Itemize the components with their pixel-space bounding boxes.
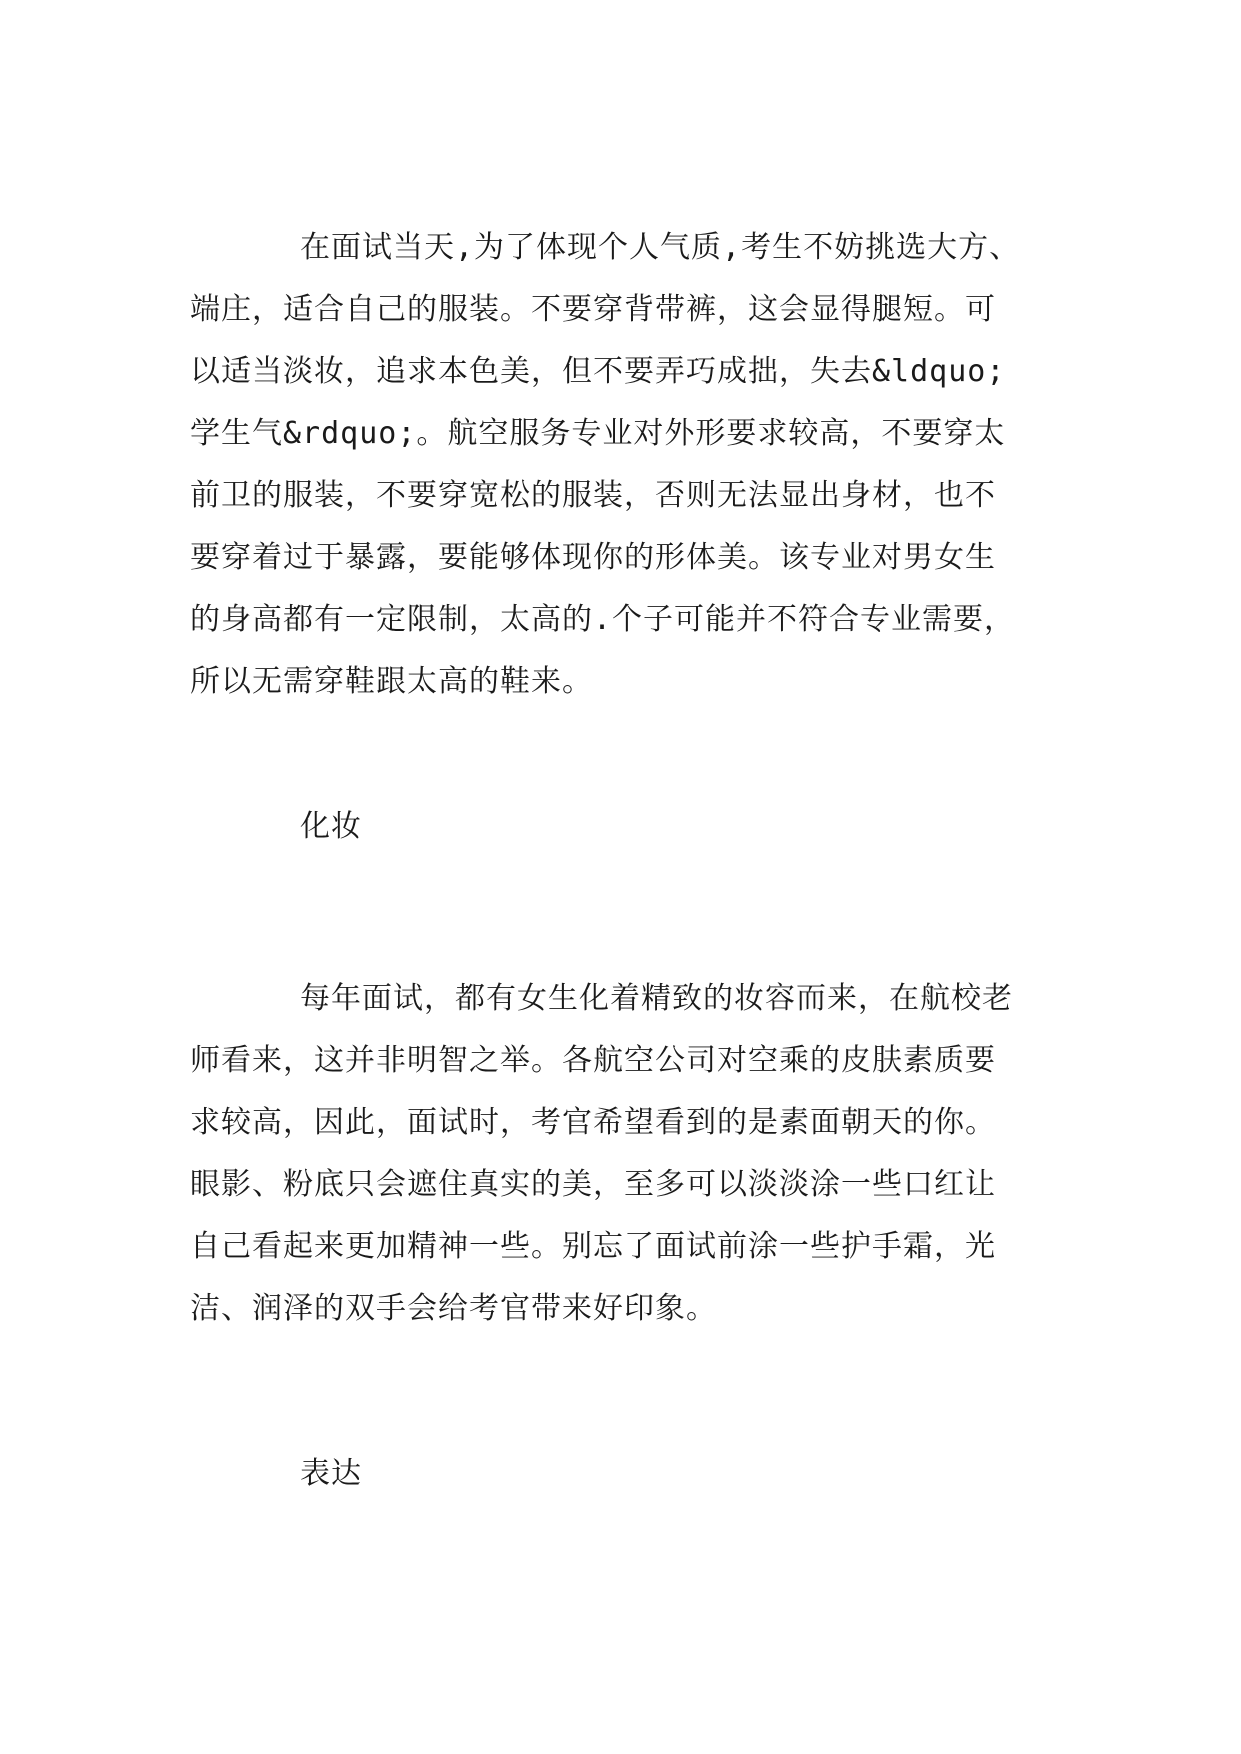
paragraph-line: 在面试当天,为了体现个人气质,考生不妨挑选大方、 bbox=[300, 230, 1021, 265]
paragraph-line: 洁、润泽的双手会给考官带来好印象。 bbox=[190, 1291, 717, 1326]
paragraph-line: 求较高，因此，面试时，考官希望看到的是素面朝天的你。 bbox=[190, 1105, 996, 1140]
paragraph-line: 前卫的服装，不要穿宽松的服装，否则无法显出身材，也不 bbox=[190, 478, 996, 513]
section-heading-expression: 表达 bbox=[300, 1456, 362, 1491]
paragraph-line: 要穿着过于暴露，要能够体现你的形体美。该专业对男女生 bbox=[190, 540, 996, 575]
paragraph-line: 所以无需穿鞋跟太高的鞋来。 bbox=[190, 664, 593, 699]
paragraph-line: 自己看起来更加精神一些。别忘了面试前涂一些护手霜，光 bbox=[190, 1229, 996, 1264]
paragraph-line: 眼影、粉底只会遮住真实的美，至多可以淡淡涂一些口红让 bbox=[190, 1167, 996, 1202]
paragraph-line: 端庄，适合自己的服装。不要穿背带裤，这会显得腿短。可 bbox=[190, 292, 996, 327]
paragraph-line: 以适当淡妆，追求本色美，但不要弄巧成拙，失去&ldquo; bbox=[190, 354, 1006, 389]
paragraph-line: 的身高都有一定限制，太高的.个子可能并不符合专业需要， bbox=[190, 602, 1016, 637]
paragraph-makeup bbox=[190, 968, 1070, 1340]
section-heading-makeup: 化妆 bbox=[300, 809, 362, 844]
paragraph-line: 每年面试，都有女生化着精致的妆容而来，在航校老 bbox=[300, 981, 1013, 1016]
paragraph-line: 师看来，这并非明智之举。各航空公司对空乘的皮肤素质要 bbox=[190, 1043, 996, 1078]
paragraph-attire bbox=[190, 217, 1070, 713]
paragraph-line: 学生气&rdquo;。航空服务专业对外形要求较高，不要穿太 bbox=[190, 416, 1006, 451]
